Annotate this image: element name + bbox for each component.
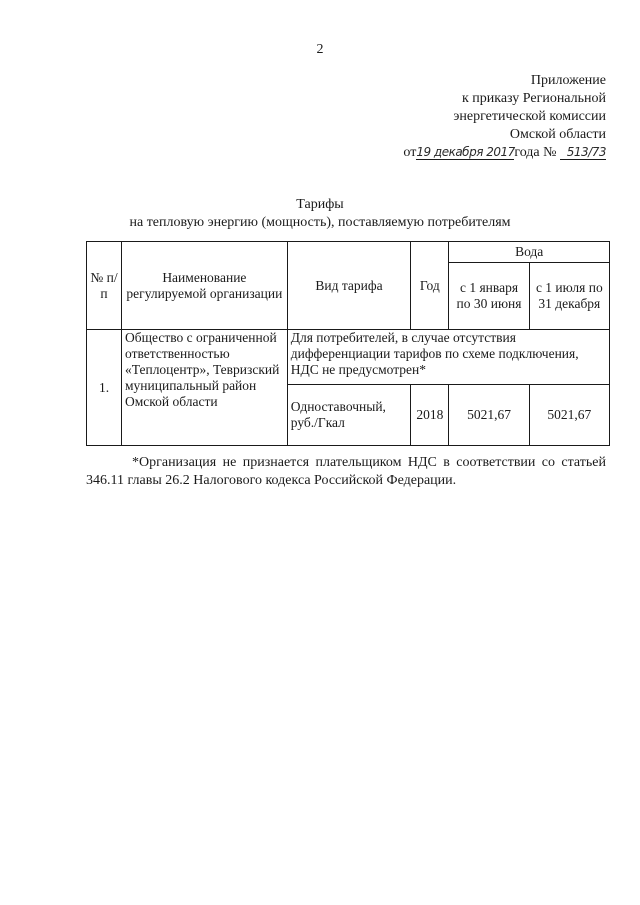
appendix-line: Омской области	[509, 127, 606, 142]
appendix-line: к приказу Региональной	[461, 91, 606, 106]
order-reference	[403, 144, 606, 162]
order-prefix: от	[403, 145, 417, 160]
header-org: Наименование регулируемой организации	[122, 242, 288, 330]
row-tariff-kind: Одноставочный, руб./Гкал	[287, 385, 411, 446]
row-organization: Общество с ограниченной ответственностью «Теплоцентр», Тевризский муниципальный район Омской области	[122, 330, 288, 446]
header-year: Год	[411, 242, 449, 330]
footnote: *Организация не признается плательщиком НДС в соответствии со статьей 346.11 главы 26.2 Налогового кодекса Российской Федерации.	[86, 455, 606, 488]
document-title: Тарифы	[296, 197, 344, 212]
table-header-row	[87, 242, 610, 263]
header-period1: с 1 января по 30 июня	[449, 263, 529, 330]
order-date-handwritten: 19 декабря 2017	[416, 145, 515, 159]
order-number-handwritten: 513/73	[560, 145, 606, 160]
document-subtitle: на тепловую энергию (мощность), поставляемую потребителям	[129, 215, 511, 230]
row-period1-value: 5021,67	[449, 385, 529, 446]
appendix-line: Приложение	[530, 73, 606, 88]
header-num: № п/п	[87, 242, 122, 330]
row-year: 2018	[411, 385, 449, 446]
row-num: 1.	[87, 330, 122, 446]
header-kind: Вид тарифа	[287, 242, 411, 330]
header-period2: с 1 июля по 31 декабря	[529, 263, 609, 330]
appendix-block	[403, 72, 606, 162]
order-middle: года №	[514, 145, 557, 160]
page-number: 2	[316, 42, 324, 57]
header-group-water: Вода	[449, 242, 610, 263]
appendix-line: энергетической комиссии	[453, 109, 606, 124]
table-row	[87, 330, 610, 385]
row-note: Для потребителей, в случае отсутствия дифференциации тарифов по схеме подключения, НДС не предусмотрен*	[287, 330, 609, 385]
row-period2-value: 5021,67	[529, 385, 609, 446]
tariff-table	[86, 241, 610, 446]
